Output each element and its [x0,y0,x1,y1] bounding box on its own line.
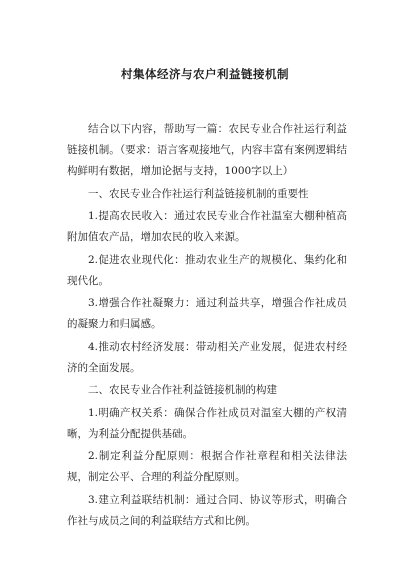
list-item: 1.明确产权关系：确保合作社成员对温室大棚的产权清晰，为利益分配提供基础。 [67,406,347,440]
list-item: 2.促进农业现代化：推动农业生产的规模化、集约化和现代化。 [67,253,347,287]
list-item: 3.增强合作社凝聚力：通过利益共享，增强合作社成员的凝聚力和归属感。 [67,297,347,330]
section-heading-1: 一、农民专业合作社运行利益链接机制的重要性 [88,187,309,200]
document-title: 村集体经济与农户利益链接机制 [121,67,289,81]
list-item: 3.建立利益联结机制：通过合同、协议等形式，明确合作社与成员之间的利益联结方式和比例。 [67,493,347,527]
list-item: 1.提高农民收入：通过农民专业合作社温室大棚种植高附加值农产品，增加农民的收入来源。 [67,210,347,243]
document-body [67,119,347,533]
intro-paragraph: 结合以下内容，帮助写一篇：农民专业合作社运行利益链接机制。（要求：语言客观接地气，内容丰富有案例逻辑结构鲜明有数据，增加论据与支持，1000字以上） [67,123,347,177]
section-heading-2: 二、农民专业合作社利益链接机制的构建 [88,384,277,396]
list-item: 4.推动农村经济发展：带动相关产业发展，促进农村经济的全面发展。 [67,340,347,374]
list-item: 2.制定利益分配原则：根据合作社章程和相关法律法规，制定公平、合理的利益分配原则。 [67,450,347,483]
